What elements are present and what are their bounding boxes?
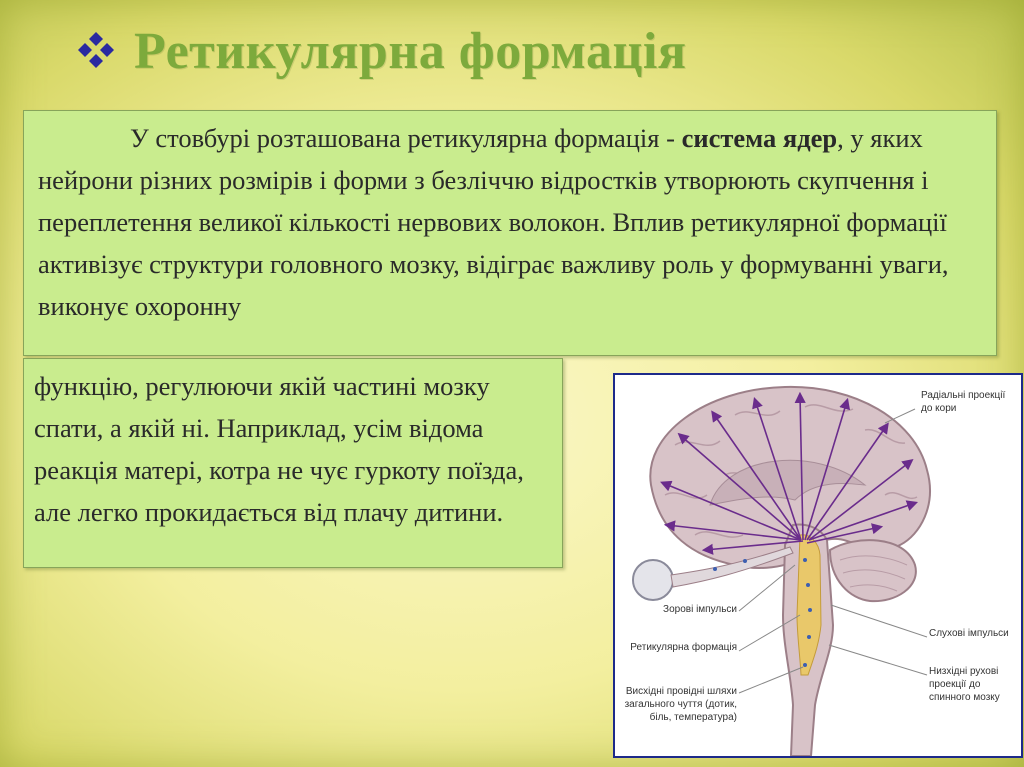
label-reticular-formation: Ретикулярна формація bbox=[630, 642, 737, 653]
brain-diagram bbox=[613, 373, 1023, 758]
paragraph-bold-term: система ядер bbox=[681, 123, 838, 153]
paragraph-part1: У стовбурі розташована ретикулярна формація - bbox=[130, 123, 682, 153]
label-ascending-pathways: Висхідні провідні шляхи загального чуття (дотик, біль, температура) bbox=[624, 686, 737, 723]
text-box-continuation bbox=[23, 358, 563, 568]
paragraph-continuation: функцію, регулюючи якій частині мозку спати, а якій ні. Наприклад, усім відома реакція матері, котра не чує гуркоту поїзда, але легко прокидається від плачу дитини. bbox=[34, 371, 524, 527]
label-radial-projections: Радіальні проекції до кори bbox=[921, 390, 1006, 414]
cerebellum-shape bbox=[830, 540, 916, 601]
eyeball bbox=[633, 560, 673, 600]
slide-title bbox=[72, 22, 687, 81]
label-visual-impulses: Зорові імпульси bbox=[663, 604, 737, 615]
paragraph-main bbox=[38, 117, 982, 327]
label-descending-motor: Низхідні рухові проекції до спинного мозку bbox=[929, 666, 1000, 703]
diamond-bullet-icon bbox=[72, 28, 120, 76]
label-auditory-impulses: Слухові імпульси bbox=[929, 628, 1009, 639]
text-box-main bbox=[23, 110, 997, 356]
paragraph-part2: , у яких нейрони різних розмірів і форми з безліччю відростків утворюють скупчення і переплетення великої кількості нервових волокон. Вплив ретикулярної формації активізує структури головного мозку, відіграє важливу роль у формуванні уваги, виконує охоронну bbox=[38, 123, 949, 321]
title-text: Ретикулярна формація bbox=[134, 23, 687, 80]
